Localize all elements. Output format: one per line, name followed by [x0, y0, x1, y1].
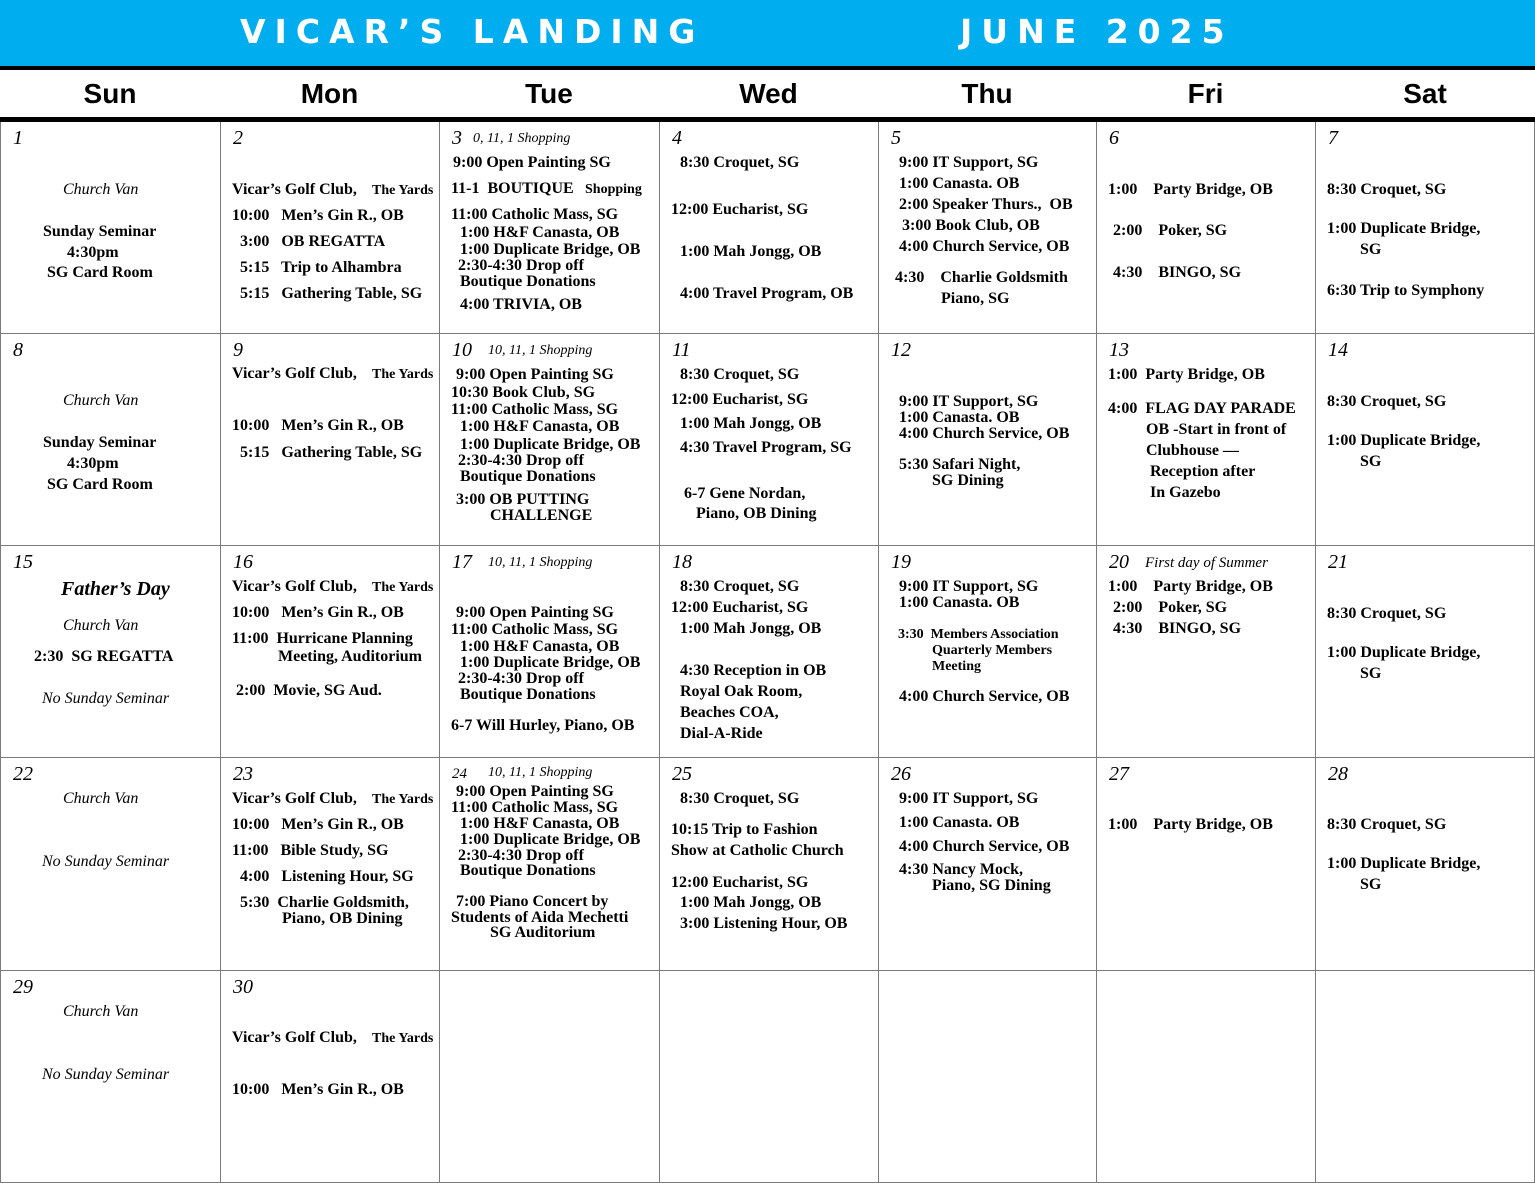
event: 1:00 Duplicate Bridge, OB: [460, 241, 641, 258]
event: 9:00 Open Painting SG: [456, 604, 614, 621]
day-cell-30: [221, 971, 440, 1183]
event: 2:30-4:30 Drop off: [458, 257, 584, 274]
event: 4:00 Church Service, OB: [899, 425, 1070, 442]
event: 8:30 Croquet, SG: [680, 790, 800, 807]
event: Reception after: [1150, 463, 1256, 480]
event: 11:00 Hurricane Planning: [232, 630, 413, 647]
event: Church Van: [63, 392, 139, 409]
event: The Yards: [372, 183, 434, 198]
day-number: 16: [233, 551, 253, 573]
event: 10:00 Men’s Gin R., OB: [232, 816, 404, 833]
event: 6:30 Trip to Symphony: [1327, 282, 1485, 299]
day-cell-25: [660, 758, 879, 971]
event: 7:00 Piano Concert by: [456, 893, 609, 910]
day-cell-19: [879, 546, 1097, 758]
event: 11:00 Catholic Mass, SG: [451, 621, 619, 638]
month-title: JUNE 2025: [960, 12, 1234, 51]
event: 9:00 IT Support, SG: [899, 790, 1039, 807]
day-cell-5: [879, 122, 1097, 334]
day-number: 11: [672, 339, 691, 361]
event: 4:30pm: [67, 244, 119, 261]
day-cell-12: [879, 334, 1097, 546]
event: Church Van: [63, 1003, 139, 1020]
event: Piano, SG Dining: [932, 877, 1051, 894]
day-number: 24: [452, 766, 467, 782]
event: 8:30 Croquet, SG: [1327, 393, 1447, 410]
day-number: 28: [1328, 763, 1348, 785]
event: 9:00 Open Painting SG: [456, 783, 614, 800]
day-number: 2: [233, 127, 243, 149]
day-cell-8: [0, 334, 221, 546]
day-number: 5: [891, 127, 901, 149]
calendar-grid: [0, 122, 1535, 1183]
event: 2:00 Speaker Thurs., OB: [899, 196, 1073, 213]
event: 5:15 Trip to Alhambra: [240, 259, 402, 276]
event: 1:00 Canasta. OB: [899, 594, 1020, 611]
event: No Sunday Seminar: [42, 853, 170, 870]
event: 1:00 H&F Canasta, OB: [460, 418, 620, 435]
event: 1:00 Duplicate Bridge, OB: [460, 831, 641, 848]
event: 4:00 Church Service, OB: [899, 238, 1070, 255]
event: Royal Oak Room,: [680, 683, 803, 700]
event: 12:00 Eucharist, SG: [671, 391, 809, 408]
day-cell-22: [0, 758, 221, 971]
event: 4:00 FLAG DAY PARADE: [1108, 400, 1296, 417]
weekday-mon: Mon: [300, 78, 359, 109]
event: 4:30pm: [67, 455, 119, 472]
event: 4:00 Church Service, OB: [899, 688, 1070, 705]
day-note: 10, 11, 1 Shopping: [488, 343, 593, 358]
day-number: 17: [452, 551, 472, 573]
event: 2:00 Movie, SG Aud.: [236, 682, 382, 699]
event: 2:30-4:30 Drop off: [458, 847, 584, 864]
weekday-wed: Wed: [739, 78, 798, 109]
event: 1:00 H&F Canasta, OB: [460, 638, 620, 655]
event: 1:00 Duplicate Bridge,: [1327, 220, 1481, 237]
event: 12:00 Eucharist, SG: [671, 599, 809, 616]
event: 1:00 Duplicate Bridge,: [1327, 432, 1481, 449]
event: Father’s Day: [61, 578, 170, 600]
event: Boutique Donations: [460, 468, 596, 485]
weekday-thu: Thu: [961, 78, 1013, 109]
event: 1:00 H&F Canasta, OB: [460, 815, 620, 832]
day-number: 7: [1328, 127, 1338, 149]
event: 2:00 Poker, SG: [1113, 599, 1228, 616]
event: Quarterly Members: [932, 643, 1053, 658]
event: 1:00 Duplicate Bridge,: [1327, 644, 1481, 661]
day-number: 9: [233, 339, 243, 361]
event: 3:00 Listening Hour, OB: [680, 915, 848, 932]
event: In Gazebo: [1150, 484, 1221, 501]
event: 5:15 Gathering Table, SG: [240, 285, 423, 302]
event: Shopping: [585, 182, 642, 197]
event: 9:00 IT Support, SG: [899, 154, 1039, 171]
weekday-sat: Sat: [1403, 78, 1447, 109]
weekday-sun: Sun: [83, 78, 137, 109]
event: Vicar’s Golf Club,: [232, 365, 357, 382]
event: 8:30 Croquet, SG: [1327, 605, 1447, 622]
day-number: 18: [672, 551, 692, 573]
day-cell-10: [440, 334, 660, 546]
event: The Yards: [372, 792, 434, 807]
day-cell-23: [221, 758, 440, 971]
event: 8:30 Croquet, SG: [1327, 181, 1447, 198]
event: 5:30 Charlie Goldsmith,: [240, 894, 409, 911]
day-number: 22: [13, 763, 33, 785]
event: 6-7 Gene Nordan,: [684, 485, 806, 502]
event: 12:00 Eucharist, SG: [671, 201, 809, 218]
event: Church Van: [63, 617, 139, 634]
event: Vicar’s Golf Club,: [232, 790, 357, 807]
day-cell-11: [660, 334, 879, 546]
event: 3:00 OB PUTTING: [456, 491, 590, 508]
organization-title: VICAR’S LANDING: [240, 12, 705, 51]
day-number: 27: [1109, 763, 1129, 785]
event: Piano, SG: [941, 290, 1010, 307]
event: 8:30 Croquet, SG: [680, 154, 800, 171]
day-cell-7: [1316, 122, 1535, 334]
day-number: 3: [452, 127, 462, 149]
event: Dial-A-Ride: [680, 725, 763, 742]
event: 1:00 Party Bridge, OB: [1108, 366, 1265, 383]
empty-cell: [879, 971, 1097, 1183]
event: 5:30 Safari Night,: [899, 456, 1021, 473]
day-cell-14: [1316, 334, 1535, 546]
event: Vicar’s Golf Club,: [232, 578, 357, 595]
event: 1:00 Duplicate Bridge,: [1327, 855, 1481, 872]
event: 4:30 BINGO, SG: [1113, 264, 1242, 281]
event: 4:30 Reception in OB: [680, 662, 827, 679]
event: 4:30 Charlie Goldsmith: [895, 269, 1068, 286]
event: 1:00 Party Bridge, OB: [1108, 816, 1273, 833]
event: Vicar’s Golf Club,: [232, 181, 357, 198]
event: SG Card Room: [47, 476, 153, 493]
day-cell-1: [0, 122, 221, 334]
event: 3:00 Book Club, OB: [902, 217, 1040, 234]
day-cell-26: [879, 758, 1097, 971]
event: 9:00 IT Support, SG: [899, 393, 1039, 410]
event: Beaches COA,: [680, 704, 779, 721]
day-number: 19: [891, 551, 911, 573]
event: 4:30 BINGO, SG: [1113, 620, 1242, 637]
event: Piano, OB Dining: [282, 910, 403, 927]
event: 1:00 Duplicate Bridge, OB: [460, 654, 641, 671]
event: Clubhouse —: [1146, 442, 1239, 459]
event: 10:00 Men’s Gin R., OB: [232, 417, 404, 434]
day-cell-13: [1097, 334, 1316, 546]
event: OB -Start in front of: [1146, 421, 1287, 438]
day-note: First day of Summer: [1145, 555, 1268, 571]
event: 1:00 Canasta. OB: [899, 409, 1020, 426]
event: The Yards: [372, 367, 434, 382]
day-cell-3: [440, 122, 660, 334]
event: 10:30 Book Club, SG: [451, 384, 596, 401]
day-number: 12: [891, 339, 911, 361]
event: 1:00 Party Bridge, OB: [1108, 181, 1273, 198]
event: CHALLENGE: [490, 507, 593, 524]
event: 4:00 TRIVIA, OB: [460, 296, 582, 313]
day-cell-28: [1316, 758, 1535, 971]
event: SG: [1360, 665, 1382, 682]
event: 4:30 Travel Program, SG: [680, 439, 852, 456]
event: Boutique Donations: [460, 862, 596, 879]
event: 4:00 Travel Program, OB: [680, 285, 854, 302]
event: SG Card Room: [47, 264, 153, 281]
empty-cell: [660, 971, 879, 1183]
day-number: 15: [13, 551, 33, 573]
event: Church Van: [63, 181, 139, 198]
event: SG Auditorium: [490, 924, 596, 941]
event: Meeting: [932, 659, 981, 674]
day-cell-29: [0, 971, 221, 1183]
day-number: 30: [233, 976, 253, 998]
day-cell-20: [1097, 546, 1316, 758]
day-cell-27: [1097, 758, 1316, 971]
day-number: 4: [672, 127, 682, 149]
event: 10:00 Men’s Gin R., OB: [232, 1081, 404, 1098]
event: 8:30 Croquet, SG: [680, 578, 800, 595]
event: 1:00 Canasta. OB: [899, 814, 1020, 831]
day-note: 0, 11, 1 Shopping: [473, 131, 571, 146]
day-number: 23: [233, 763, 253, 785]
event: 10:00 Men’s Gin R., OB: [232, 207, 404, 224]
empty-cell: [1097, 971, 1316, 1183]
weekday-fri: Fri: [1187, 78, 1224, 109]
day-cell-24: [440, 758, 660, 971]
event: Sunday Seminar: [43, 223, 157, 240]
day-number: 8: [13, 339, 23, 361]
event: Show at Catholic Church: [671, 842, 844, 859]
event: 1:00 Mah Jongg, OB: [680, 894, 822, 911]
event: The Yards: [372, 1031, 434, 1046]
weekday-tue: Tue: [525, 78, 573, 109]
calendar-banner: [0, 0, 1535, 66]
day-number: 14: [1328, 339, 1348, 361]
event: 6-7 Will Hurley, Piano, OB: [451, 717, 635, 734]
event: 9:00 IT Support, SG: [899, 578, 1039, 595]
day-number: 21: [1328, 551, 1348, 573]
day-note: 10, 11, 1 Shopping: [488, 555, 593, 570]
empty-cell: [1316, 971, 1535, 1183]
event: 8:30 Croquet, SG: [680, 366, 800, 383]
day-cell-9: [221, 334, 440, 546]
event: Vicar’s Golf Club,: [232, 1029, 357, 1046]
day-cell-6: [1097, 122, 1316, 334]
event: Boutique Donations: [460, 686, 596, 703]
event: The Yards: [372, 580, 434, 595]
day-cell-21: [1316, 546, 1535, 758]
event: SG: [1360, 241, 1382, 258]
day-cell-17: [440, 546, 660, 758]
event: Meeting, Auditorium: [278, 648, 422, 665]
event: 4:00 Church Service, OB: [899, 838, 1070, 855]
event: 2:00 Poker, SG: [1113, 222, 1228, 239]
day-number: 20: [1109, 551, 1129, 573]
event: SG: [1360, 876, 1382, 893]
day-cell-18: [660, 546, 879, 758]
event: SG Dining: [932, 472, 1004, 489]
event: 2:30-4:30 Drop off: [458, 670, 584, 687]
day-note: 10, 11, 1 Shopping: [488, 765, 593, 780]
event: 9:00 Open Painting SG: [453, 154, 611, 171]
event: 1:00 Mah Jongg, OB: [680, 243, 822, 260]
event: 4:30 Nancy Mock,: [899, 861, 1023, 878]
day-number: 29: [13, 976, 33, 998]
event: 3:00 OB REGATTA: [240, 233, 386, 250]
event: Boutique Donations: [460, 273, 596, 290]
event: No Sunday Seminar: [42, 1066, 170, 1083]
event: 4:00 Listening Hour, SG: [240, 868, 414, 885]
event: 12:00 Eucharist, SG: [671, 874, 809, 891]
day-number: 1: [13, 127, 23, 149]
day-cell-4: [660, 122, 879, 334]
event: Sunday Seminar: [43, 434, 157, 451]
event: 2:30 SG REGATTA: [34, 648, 174, 665]
event: 1:00 Mah Jongg, OB: [680, 620, 822, 637]
day-number: 26: [891, 763, 911, 785]
event: 5:15 Gathering Table, SG: [240, 444, 423, 461]
event: 1:00 H&F Canasta, OB: [460, 224, 620, 241]
event: 3:30 Members Association: [898, 627, 1059, 642]
event: 10:00 Men’s Gin R., OB: [232, 604, 404, 621]
event: Students of Aida Mechetti: [451, 909, 629, 926]
event: 11:00 Catholic Mass, SG: [451, 206, 619, 223]
event: 1:00 Duplicate Bridge, OB: [460, 436, 641, 453]
day-cell-2: [221, 122, 440, 334]
event: 11:00 Catholic Mass, SG: [451, 799, 619, 816]
event: 1:00 Canasta. OB: [899, 175, 1020, 192]
event: Church Van: [63, 790, 139, 807]
day-number: 13: [1109, 339, 1129, 361]
event: 1:00 Party Bridge, OB: [1108, 578, 1273, 595]
event: 9:00 Open Painting SG: [456, 366, 614, 383]
event: 11:00 Bible Study, SG: [232, 842, 389, 859]
event: 1:00 Mah Jongg, OB: [680, 415, 822, 432]
event: Piano, OB Dining: [696, 505, 817, 522]
day-cell-15: [0, 546, 221, 758]
event: 8:30 Croquet, SG: [1327, 816, 1447, 833]
event: 10:15 Trip to Fashion: [671, 821, 818, 838]
event: SG: [1360, 453, 1382, 470]
day-cell-16: [221, 546, 440, 758]
event: 2:30-4:30 Drop off: [458, 452, 584, 469]
day-number: 25: [672, 763, 692, 785]
empty-cell: [440, 971, 660, 1183]
event: 11:00 Catholic Mass, SG: [451, 401, 619, 418]
day-number: 10: [452, 339, 472, 361]
event: No Sunday Seminar: [42, 690, 170, 707]
event: 11-1 BOUTIQUE: [451, 180, 574, 197]
day-number: 6: [1109, 127, 1119, 149]
